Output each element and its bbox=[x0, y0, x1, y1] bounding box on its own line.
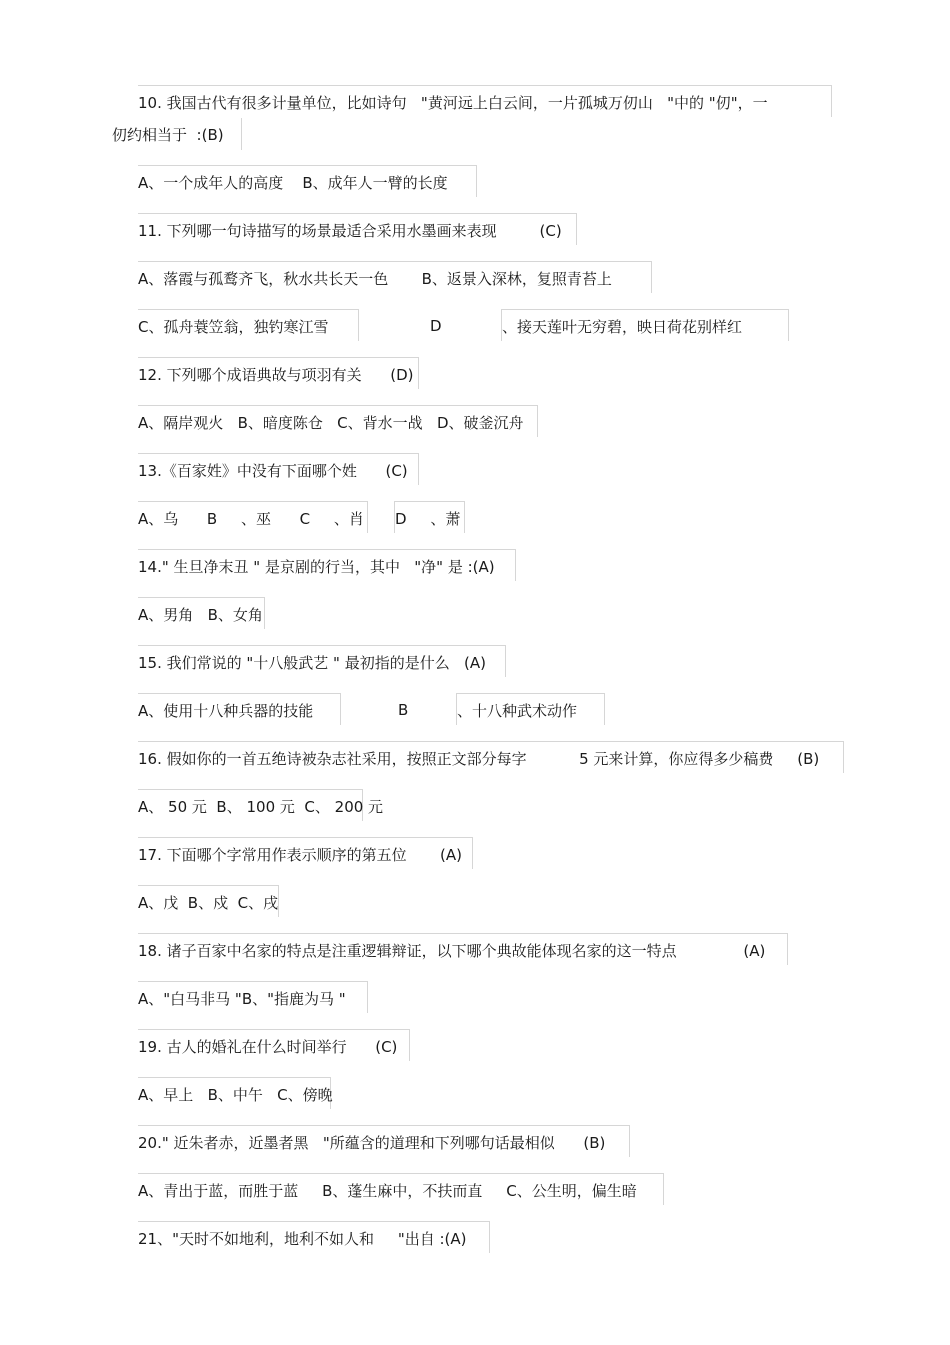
q14-question: 14." 生旦净末丑 " 是京剧的行当，其中 "净" 是 :(A) bbox=[138, 549, 516, 581]
q11-options-ab: A、落霞与孤鹜齐飞，秋水共长天一色 B、返景入深林，复照青苔上 bbox=[138, 261, 652, 293]
q19-options: A、早上 B、中午 C、傍晚 bbox=[138, 1077, 331, 1109]
q15-option-a: A、使用十八种兵器的技能 bbox=[138, 693, 341, 725]
q16-options: A、 50 元 B、 100 元 C、 200 元 bbox=[138, 789, 363, 821]
q17-options: A、戊 B、戍 C、戌 bbox=[138, 885, 279, 917]
q10-line2: 仞约相当于 :(B) bbox=[112, 118, 242, 150]
q13-option-d: D 、萧 bbox=[394, 501, 465, 533]
q12-options: A、隔岸观火 B、暗度陈仓 C、背水一战 D、破釜沉舟 bbox=[138, 405, 538, 437]
q17-question: 17. 下面哪个字常用作表示顺序的第五位 (A) bbox=[138, 837, 473, 869]
q21-question: 21、"天时不如地利，地利不如人和 "出自 :(A) bbox=[138, 1221, 490, 1253]
q14-options: A、男角 B、女角 bbox=[138, 597, 265, 629]
q11-option-c: C、孤舟蓑笠翁，独钓寒江雪 bbox=[138, 309, 359, 341]
q12-question: 12. 下列哪个成语典故与项羽有关 (D) bbox=[138, 357, 419, 389]
q10-options: A、一个成年人的高度 B、成年人一臂的长度 bbox=[138, 165, 477, 197]
q16-question: 16. 假如你的一首五绝诗被杂志社采用，按照正文部分每字 5 元来计算，你应得多少稿费 (B) bbox=[138, 741, 844, 773]
q20-options: A、青出于蓝，而胜于蓝 B、蓬生麻中，不扶而直 C、公生明，偏生暗 bbox=[138, 1173, 664, 1205]
q15-option-b-letter: B bbox=[398, 701, 409, 719]
q18-options: A、"白马非马 "B、"指鹿为马 " bbox=[138, 981, 368, 1013]
q13-options-abc: A、乌 B 、巫 C 、肖 bbox=[138, 501, 368, 533]
q11-question: 11. 下列哪一句诗描写的场景最适合采用水墨画来表现 (C) bbox=[138, 213, 577, 245]
q11-option-d-letter: D bbox=[430, 317, 442, 335]
q13-question: 13.《百家姓》中没有下面哪个姓 (C) bbox=[138, 453, 419, 485]
q18-question: 18. 诸子百家中名家的特点是注重逻辑辩证，以下哪个典故能体现名家的这一特点 (A) bbox=[138, 933, 788, 965]
q15-question: 15. 我们常说的 "十八般武艺 " 最初指的是什么 (A) bbox=[138, 645, 506, 677]
q20-question: 20." 近朱者赤，近墨者黑 "所蕴含的道理和下列哪句话最相似 (B) bbox=[138, 1125, 630, 1157]
q10-line1: 10. 我国古代有很多计量单位，比如诗句 "黄河远上白云间，一片孤城万仞山 "中的 "仞"，一 bbox=[138, 85, 832, 117]
q15-option-b-text: 、十八种武术动作 bbox=[456, 693, 605, 725]
q11-option-d-text: 、接天莲叶无穷碧，映日荷花别样红 bbox=[501, 309, 789, 341]
q19-question: 19. 古人的婚礼在什么时间举行 (C) bbox=[138, 1029, 410, 1061]
